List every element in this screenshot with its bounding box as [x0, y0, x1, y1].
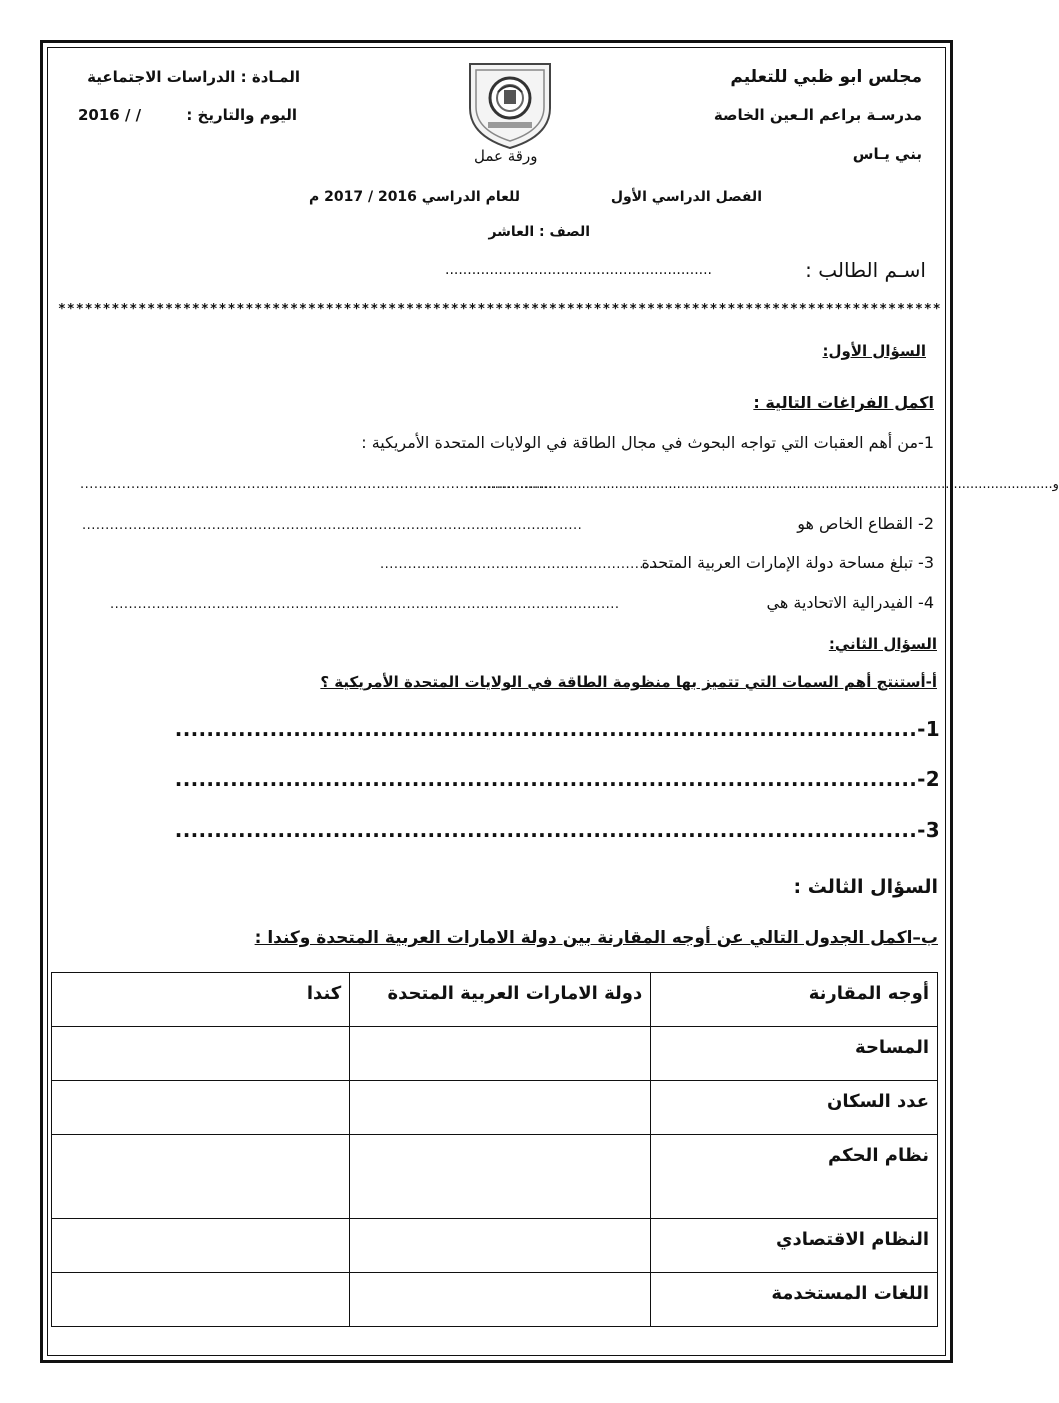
q1-item-2: 2- القطاع الخاص هو — [797, 514, 934, 533]
semester-label: الفصل الدراسي الأول — [610, 189, 762, 205]
cell-canada-government[interactable] — [52, 1135, 350, 1219]
cell-canada-population[interactable] — [52, 1081, 350, 1135]
cell-uae-population[interactable] — [350, 1081, 651, 1135]
table-row — [52, 1273, 938, 1327]
q3-title: السؤال الثالث : — [793, 876, 938, 898]
q2-answer-2[interactable]: 2-.............................................................................................. — [174, 767, 940, 791]
q1-item-4: 4- الفيدرالية الاتحادية هي — [766, 593, 934, 612]
school-crest-logo — [462, 56, 558, 152]
cell-canada-area[interactable] — [52, 1027, 350, 1081]
header-canada: كندا — [52, 973, 350, 1027]
table-row — [52, 1081, 938, 1135]
q2-title: السؤال الثاني: — [828, 635, 937, 653]
school-name: مدرسـة براعم الـعين الخاصة — [713, 106, 922, 124]
grade-label: الصف : العاشر — [488, 224, 590, 240]
subject-label: المـادة : الدراسات الاجتماعية — [87, 68, 300, 86]
row-label-government: نظام الحكم — [651, 1135, 938, 1219]
header-aspect: أوجه المقارنة — [651, 973, 938, 1027]
city-name: بني يـاس — [852, 145, 922, 163]
q2-answer-3[interactable]: 3-.............................................................................................. — [174, 818, 940, 842]
q1-title: السؤال الأول: — [822, 342, 926, 360]
table-row — [52, 1027, 938, 1081]
cell-uae-area[interactable] — [350, 1027, 651, 1081]
row-label-languages: اللغات المستخدمة — [651, 1273, 938, 1327]
header-uae: دولة الامارات العربية المتحدة — [350, 973, 651, 1027]
table-row — [52, 1219, 938, 1273]
school-year: للعام الدراسي 2016 / 2017 م — [308, 189, 520, 205]
date-label: اليوم والتاريخ : — [186, 106, 297, 124]
student-name-label: اسـم الطالب : — [805, 258, 926, 282]
q1-item-1: 1-من أهم العقبات التي تواجه البحوث في مجال الطاقة في الولايات المتحدة الأمريكية : — [361, 433, 934, 452]
table-row — [52, 1135, 938, 1219]
row-label-area: المساحة — [651, 1027, 938, 1081]
q1-item-1-blank-b[interactable]: .............................................................................................................................................و — [470, 477, 1059, 492]
cell-canada-economy[interactable] — [52, 1219, 350, 1273]
q1-instruction: اكمل الفراغات التالية : — [753, 393, 934, 412]
cell-canada-languages[interactable] — [52, 1273, 350, 1327]
cell-uae-languages[interactable] — [350, 1273, 651, 1327]
q2-answer-1[interactable]: 1-.............................................................................................. — [174, 717, 940, 741]
cell-uae-government[interactable] — [350, 1135, 651, 1219]
q1-item-2-blank[interactable]: ............................................................................................................ — [82, 518, 583, 533]
q1-item-4-blank[interactable]: .............................................................................................................. — [110, 597, 620, 612]
separator-stars: *************************************************************************************************** — [58, 302, 942, 317]
date-value: 2016 / / — [78, 106, 142, 124]
student-name-field[interactable]: ............................................................ — [445, 262, 713, 278]
q1-item-1-blank-a[interactable]: ........................................................................................................ — [80, 477, 562, 492]
council-name: مجلس ابو ظبي للتعليم — [730, 67, 922, 87]
q3-question: ب–اكمل الجدول التالي عن أوجه المقارنة بين دولة الامارات العربية المتحدة وكندا : — [254, 928, 938, 948]
cell-uae-economy[interactable] — [350, 1219, 651, 1273]
worksheet-label: ورقة عمل — [474, 147, 538, 165]
q1-item-3-blank[interactable]: ............................................................ — [380, 557, 658, 572]
row-label-population: عدد السكان — [651, 1081, 938, 1135]
q2-question: أ-أستنتج أهم السمات التي تتميز بها منظومة الطاقة في الولايات المتحدة الأمريكية ؟ — [320, 673, 937, 691]
row-label-economy: النظام الاقتصادي — [651, 1219, 938, 1273]
q1-item-3: 3- تبلغ مساحة دولة الإمارات العربية المتحدة — [641, 553, 934, 572]
comparison-table — [51, 972, 938, 1327]
table-header-row — [52, 973, 938, 1027]
